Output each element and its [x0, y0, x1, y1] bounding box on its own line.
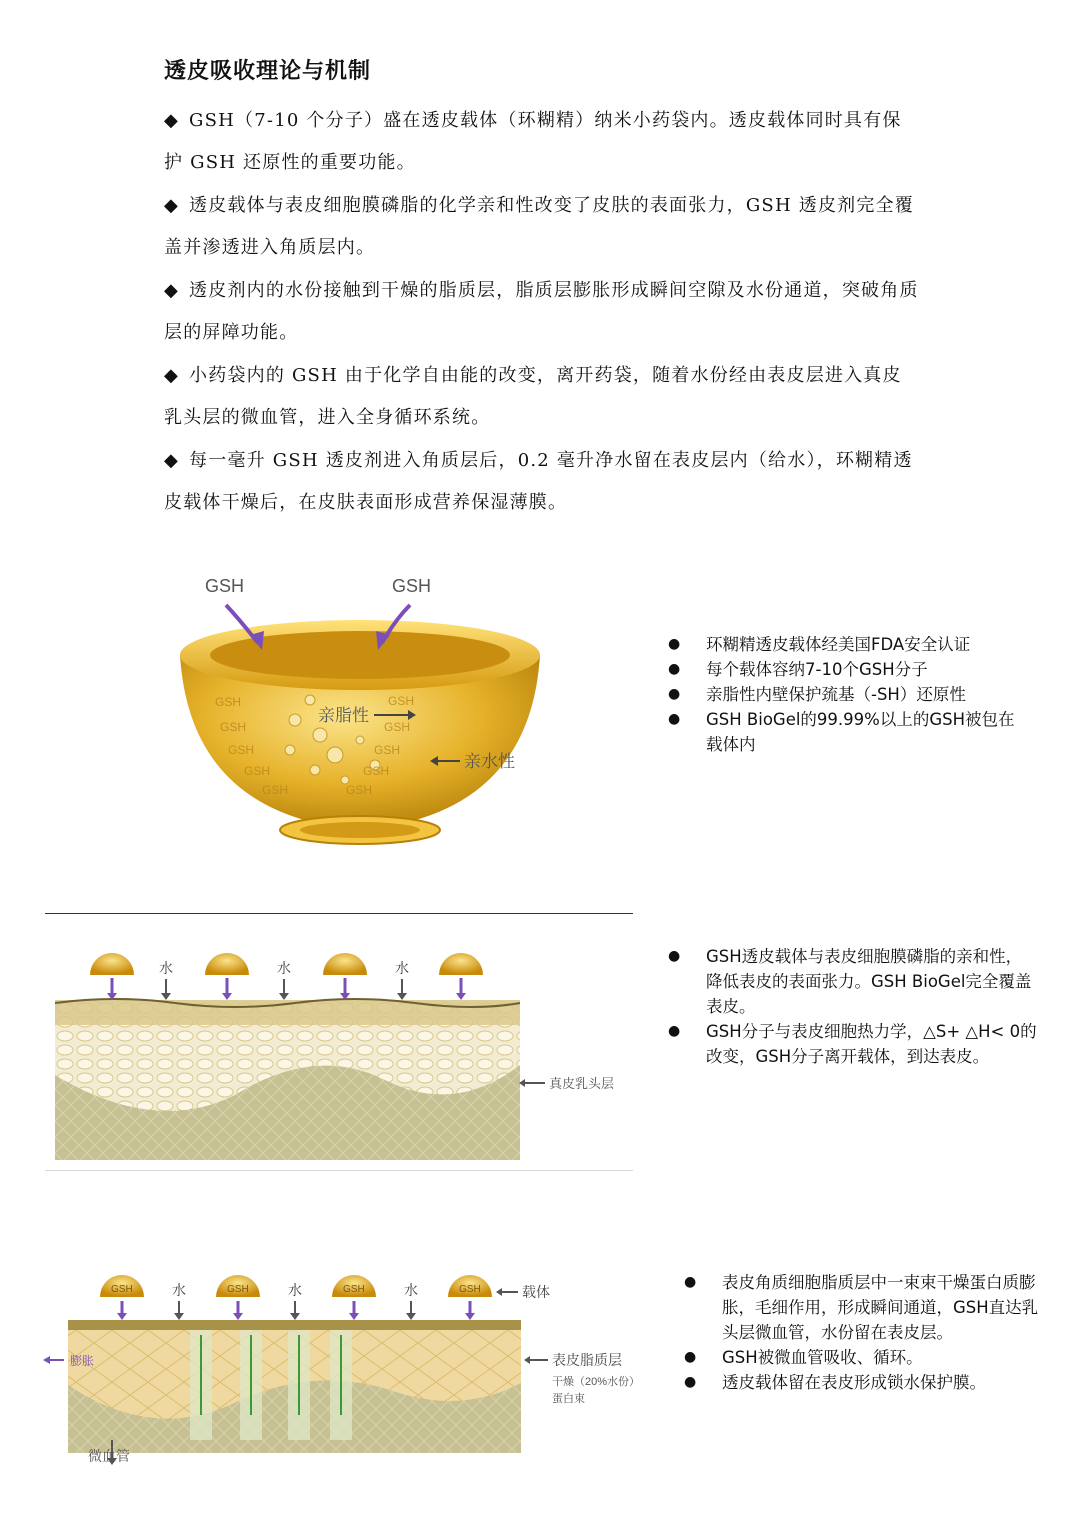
paragraph-4: [164, 355, 920, 439]
bullet-dot-icon: ●: [668, 661, 681, 677]
swelling-label: 膨胀: [70, 1354, 95, 1368]
diamond-bullet-icon: ◆: [164, 450, 180, 471]
protein-bundle-label: 蛋白束: [552, 1393, 585, 1405]
diamond-bullet-icon: ◆: [164, 280, 180, 301]
svg-text:GSH: GSH: [215, 695, 242, 709]
paragraph-text: 每一毫升 GSH 透皮剂进入角质层后，0.2 毫升净水留在表皮层内（给水），环糊精透皮载体干燥后，在皮肤表面形成营养保湿薄膜。: [164, 450, 913, 513]
carrier-label: 载体: [522, 1284, 550, 1300]
section-divider-light: [45, 1170, 633, 1171]
skin-surface: [68, 1320, 521, 1330]
bullet-dot-icon: ●: [668, 948, 681, 964]
svg-text:GSH: GSH: [346, 783, 373, 797]
svg-text:GSH: GSH: [220, 720, 247, 734]
gsh-label-right: GSH: [392, 576, 432, 596]
paragraph-text: 透皮载体与表皮细胞膜磷脂的化学亲和性改变了皮肤的表面张力，GSH 透皮剂完全覆盖并渗透进入角质层内。: [164, 195, 914, 258]
svg-text:水: 水: [172, 1282, 186, 1298]
epidermal-lipid-label: 表皮脂质层: [552, 1352, 622, 1368]
paragraph-text: 小药袋内的 GSH 由于化学自由能的改变，离开药袋，随着水份经由表皮层进入真皮乳头层的微血管，进入全身循环系统。: [164, 365, 902, 428]
svg-text:GSH: GSH: [111, 1284, 133, 1295]
paragraph-text: GSH（7-10 个分子）盛在透皮载体（环糊精）纳米小药袋内。透皮载体同时具有保护 GSH 还原性的重要功能。: [164, 110, 902, 173]
dermal-papilla-label: 真皮乳头层: [549, 1076, 615, 1091]
list-item: ● GSH BioGel的99.99%以上的GSH被包在载体内: [668, 707, 1028, 757]
penetration-diagram: [40, 1265, 660, 1475]
svg-text:GSH: GSH: [459, 1284, 481, 1295]
bullet-dot-icon: ●: [668, 686, 681, 702]
capillary-label: 微血管: [88, 1449, 130, 1465]
diagram1-bullet-list: [668, 632, 1028, 757]
paragraph-text: 透皮剂内的水份接触到干燥的脂质层，脂质层膨胀形成瞬间空隙及水份通道，突破角质层的屏障功能。: [164, 280, 919, 343]
water-arrows: [166, 979, 402, 995]
purple-arrows: [112, 978, 461, 995]
carrier-icon: [439, 953, 483, 975]
svg-text:GSH: GSH: [374, 743, 401, 757]
water-labels: [172, 1282, 418, 1298]
svg-text:水: 水: [395, 960, 409, 976]
water-arrows: [179, 1301, 411, 1315]
water-labels: [159, 960, 409, 976]
svg-text:GSH: GSH: [363, 764, 390, 778]
svg-text:GSH: GSH: [343, 1284, 365, 1295]
list-item: ● 环糊精透皮载体经美国FDA安全认证: [668, 632, 1028, 657]
diamond-bullet-icon: ◆: [164, 195, 180, 216]
svg-text:GSH: GSH: [227, 1284, 249, 1295]
list-item: ● GSH透皮载体与表皮细胞膜磷脂的亲和性，降低表皮的表面张力。GSH BioGel完全覆盖表皮。: [668, 944, 1038, 1019]
carrier-icon: [323, 953, 367, 975]
bowl-bottom-hole: [300, 822, 420, 838]
svg-text:GSH: GSH: [384, 720, 411, 734]
list-item: ● GSH分子与表皮细胞热力学，△S+ △H< 0的改变，GSH分子离开载体，到达表皮。: [668, 1019, 1038, 1069]
diagram2-bullet-list: [668, 944, 1038, 1069]
lipophilic-label: 亲脂性: [318, 706, 369, 725]
paragraph-1: [164, 100, 920, 184]
svg-text:GSH: GSH: [228, 743, 255, 757]
hydrophilic-label: 亲水性: [464, 752, 515, 771]
svg-text:GSH: GSH: [262, 783, 289, 797]
dry-protein-label: 干燥（20%水份）: [552, 1376, 641, 1388]
bullet-dot-icon: ●: [684, 1349, 697, 1365]
diagram3-bullet-list: [684, 1270, 1054, 1395]
page-title: 透皮吸收理论与机制: [164, 58, 372, 84]
skin-surface-diagram: [55, 945, 635, 1160]
carrier-bowl-diagram: [160, 565, 560, 855]
svg-text:GSH: GSH: [388, 694, 415, 708]
carrier-icon: [205, 953, 249, 975]
bullet-dot-icon: ●: [668, 711, 681, 727]
list-item: ● 表皮角质细胞脂质层中一束束干燥蛋白质膨胀，毛细作用，形成瞬间通道，GSH直达乳头层微血管，水份留在表皮层。: [684, 1270, 1054, 1345]
gsh-label-left: GSH: [205, 576, 245, 596]
section-divider: [45, 913, 633, 914]
bullet-dot-icon: ●: [684, 1274, 697, 1290]
svg-text:水: 水: [404, 1282, 418, 1298]
paragraph-3: [164, 270, 920, 354]
bullet-dot-icon: ●: [668, 1023, 681, 1039]
svg-text:水: 水: [277, 960, 291, 976]
svg-text:水: 水: [159, 960, 173, 976]
svg-text:GSH: GSH: [244, 764, 271, 778]
bullet-dot-icon: ●: [668, 636, 681, 652]
carrier-icon: [90, 953, 134, 975]
list-item: ● 透皮载体留在表皮形成锁水保护膜。: [684, 1370, 1054, 1395]
bullet-dot-icon: ●: [684, 1374, 697, 1390]
list-item: ● GSH被微血管吸收、循环。: [684, 1345, 1054, 1370]
paragraph-5: [164, 440, 920, 524]
list-item: ● 每个载体容纳7-10个GSH分子: [668, 657, 1028, 682]
paragraph-2: [164, 185, 920, 269]
diamond-bullet-icon: ◆: [164, 110, 180, 131]
list-item: ● 亲脂性内壁保护巯基（-SH）还原性: [668, 682, 1028, 707]
svg-text:水: 水: [288, 1282, 302, 1298]
diamond-bullet-icon: ◆: [164, 365, 180, 386]
